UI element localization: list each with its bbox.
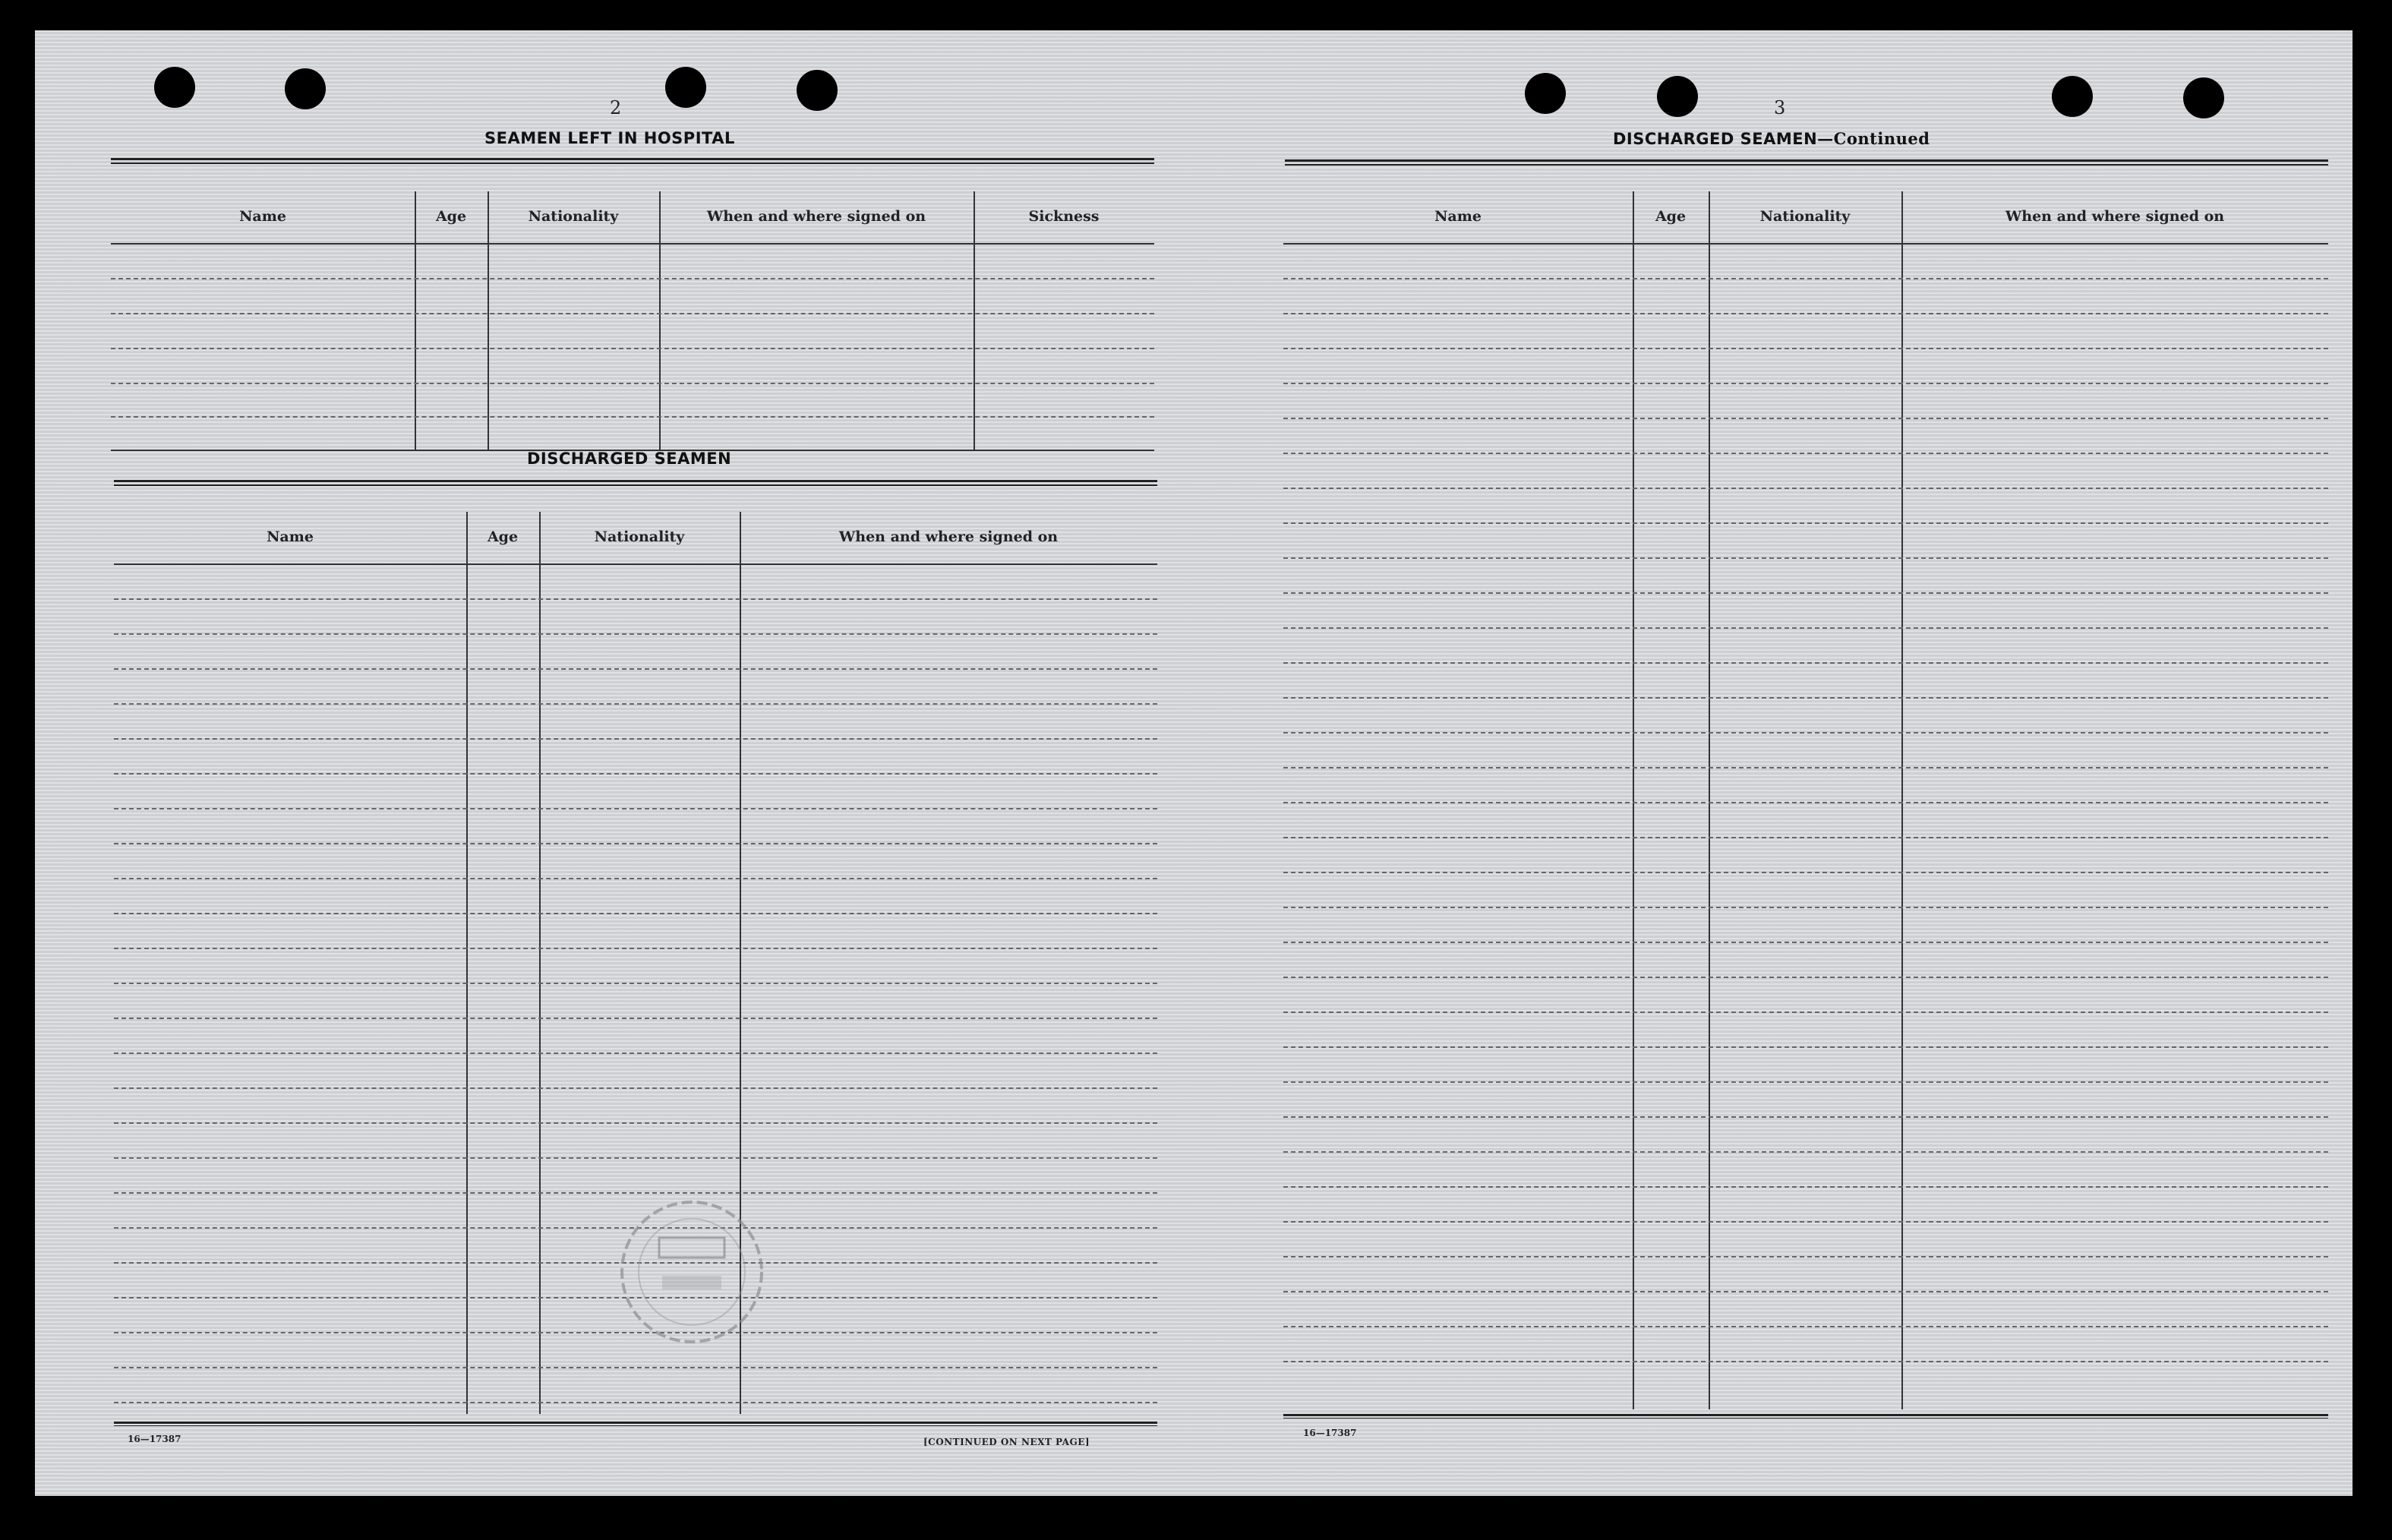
continued-note: [CONTINUED ON NEXT PAGE] — [923, 1437, 1090, 1447]
writing-line — [114, 703, 1157, 705]
right-col-signed-on: When and where signed on — [2005, 208, 2225, 225]
punch-hole-5 — [1525, 73, 1566, 114]
hospital-col-signed-on: When and where signed on — [706, 208, 926, 225]
right-page-number: 3 — [1774, 97, 1786, 118]
writing-line — [114, 633, 1157, 635]
writing-line — [1283, 1081, 2328, 1083]
right-col-nationality: Nationality — [1759, 208, 1851, 225]
writing-line — [1283, 942, 2328, 943]
writing-line — [1283, 1186, 2328, 1188]
punch-hole-4 — [797, 70, 838, 111]
writing-line — [1283, 1151, 2328, 1153]
writing-line — [114, 773, 1157, 775]
writing-line — [1283, 837, 2328, 838]
discharged-col-divider — [539, 512, 541, 1414]
writing-line — [1283, 977, 2328, 978]
right-col-divider — [1709, 191, 1710, 1409]
writing-line — [1283, 557, 2328, 559]
right-footer-rule — [1283, 1414, 2328, 1419]
writing-line — [1283, 1011, 2328, 1013]
writing-line — [1283, 1046, 2328, 1048]
writing-line — [1283, 592, 2328, 594]
writing-line — [1283, 488, 2328, 489]
writing-line — [1283, 348, 2328, 349]
right-header-rule — [1283, 243, 2328, 245]
writing-line — [114, 598, 1157, 600]
discharged-col-divider — [466, 512, 468, 1414]
hospital-col-divider — [415, 191, 416, 450]
punch-hole-7 — [2052, 76, 2093, 117]
hospital-header-rule — [111, 243, 1154, 245]
writing-line — [1283, 732, 2328, 734]
hospital-title-rule — [111, 158, 1154, 164]
left-footer-rule — [114, 1422, 1157, 1426]
writing-line — [114, 1402, 1157, 1403]
writing-line — [114, 808, 1157, 809]
punch-hole-3 — [665, 67, 706, 108]
hospital-col-nationality: Nationality — [528, 208, 619, 225]
discharged-table-right — [1283, 175, 2328, 1409]
discharged-col-signed-on: When and where signed on — [838, 529, 1059, 545]
hospital-row-line — [111, 383, 1154, 384]
writing-line — [1283, 1291, 2328, 1292]
writing-line — [1283, 627, 2328, 629]
right-col-divider — [1901, 191, 1903, 1409]
hospital-section-title: SEAMEN LEFT IN HOSPITAL — [484, 129, 735, 147]
writing-line — [114, 878, 1157, 879]
right-title-rule — [1285, 159, 2328, 166]
discharged-continued-suffix: —Continued — [1817, 129, 1930, 148]
hospital-col-divider — [974, 191, 975, 450]
writing-line — [1283, 1361, 2328, 1362]
hospital-row-line — [111, 278, 1154, 279]
writing-line — [1283, 802, 2328, 803]
writing-line — [114, 1087, 1157, 1089]
writing-line — [114, 668, 1157, 670]
hospital-row-line — [111, 348, 1154, 349]
writing-line — [1283, 453, 2328, 454]
right-col-name: Name — [1434, 208, 1482, 225]
writing-line — [114, 1018, 1157, 1019]
ink-stamp — [612, 1192, 772, 1352]
writing-line — [1283, 418, 2328, 419]
writing-line — [114, 843, 1157, 844]
writing-line — [114, 1052, 1157, 1054]
writing-line — [1283, 1256, 2328, 1258]
writing-line — [114, 1157, 1157, 1159]
right-col-divider — [1633, 191, 1634, 1409]
hospital-col-divider — [488, 191, 489, 450]
writing-line — [1283, 767, 2328, 768]
hospital-col-sickness: Sickness — [1028, 208, 1100, 225]
writing-line — [1283, 278, 2328, 279]
writing-line — [114, 983, 1157, 984]
punch-hole-2 — [285, 68, 326, 109]
writing-line — [1283, 907, 2328, 908]
discharged-col-nationality: Nationality — [594, 529, 685, 545]
hospital-row-line — [111, 313, 1154, 314]
hospital-col-age: Age — [435, 208, 467, 225]
discharged-col-name: Name — [267, 529, 314, 545]
right-col-age: Age — [1655, 208, 1687, 225]
document-sheet — [35, 30, 2353, 1496]
hospital-table — [111, 175, 1154, 456]
hospital-col-name: Name — [239, 208, 286, 225]
punch-hole-1 — [154, 67, 195, 108]
discharged-header-rule — [114, 563, 1157, 565]
writing-line — [1283, 1221, 2328, 1223]
discharged-continued-title-main: DISCHARGED SEAMEN — [1613, 130, 1818, 148]
writing-line — [114, 948, 1157, 949]
left-page-number: 2 — [610, 97, 622, 118]
writing-line — [114, 913, 1157, 914]
punch-hole-8 — [2183, 77, 2224, 118]
writing-line — [114, 1367, 1157, 1368]
writing-line — [114, 1122, 1157, 1124]
writing-line — [1283, 662, 2328, 664]
left-form-code: 16—17387 — [128, 1434, 181, 1444]
right-form-code: 16—17387 — [1303, 1428, 1357, 1438]
hospital-row-line — [111, 416, 1154, 418]
writing-line — [1283, 872, 2328, 873]
discharged-section-title: DISCHARGED SEAMEN — [527, 450, 732, 468]
writing-line — [1283, 522, 2328, 524]
discharged-col-age: Age — [487, 529, 519, 545]
discharged-continued-title — [1613, 129, 1930, 148]
punch-hole-6 — [1657, 76, 1698, 117]
writing-line — [1283, 1116, 2328, 1118]
writing-line — [114, 738, 1157, 740]
discharged-title-rule — [114, 480, 1157, 486]
writing-line — [1283, 697, 2328, 699]
writing-line — [1283, 1326, 2328, 1327]
writing-line — [1283, 313, 2328, 314]
hospital-col-divider — [659, 191, 661, 450]
writing-line — [1283, 383, 2328, 384]
